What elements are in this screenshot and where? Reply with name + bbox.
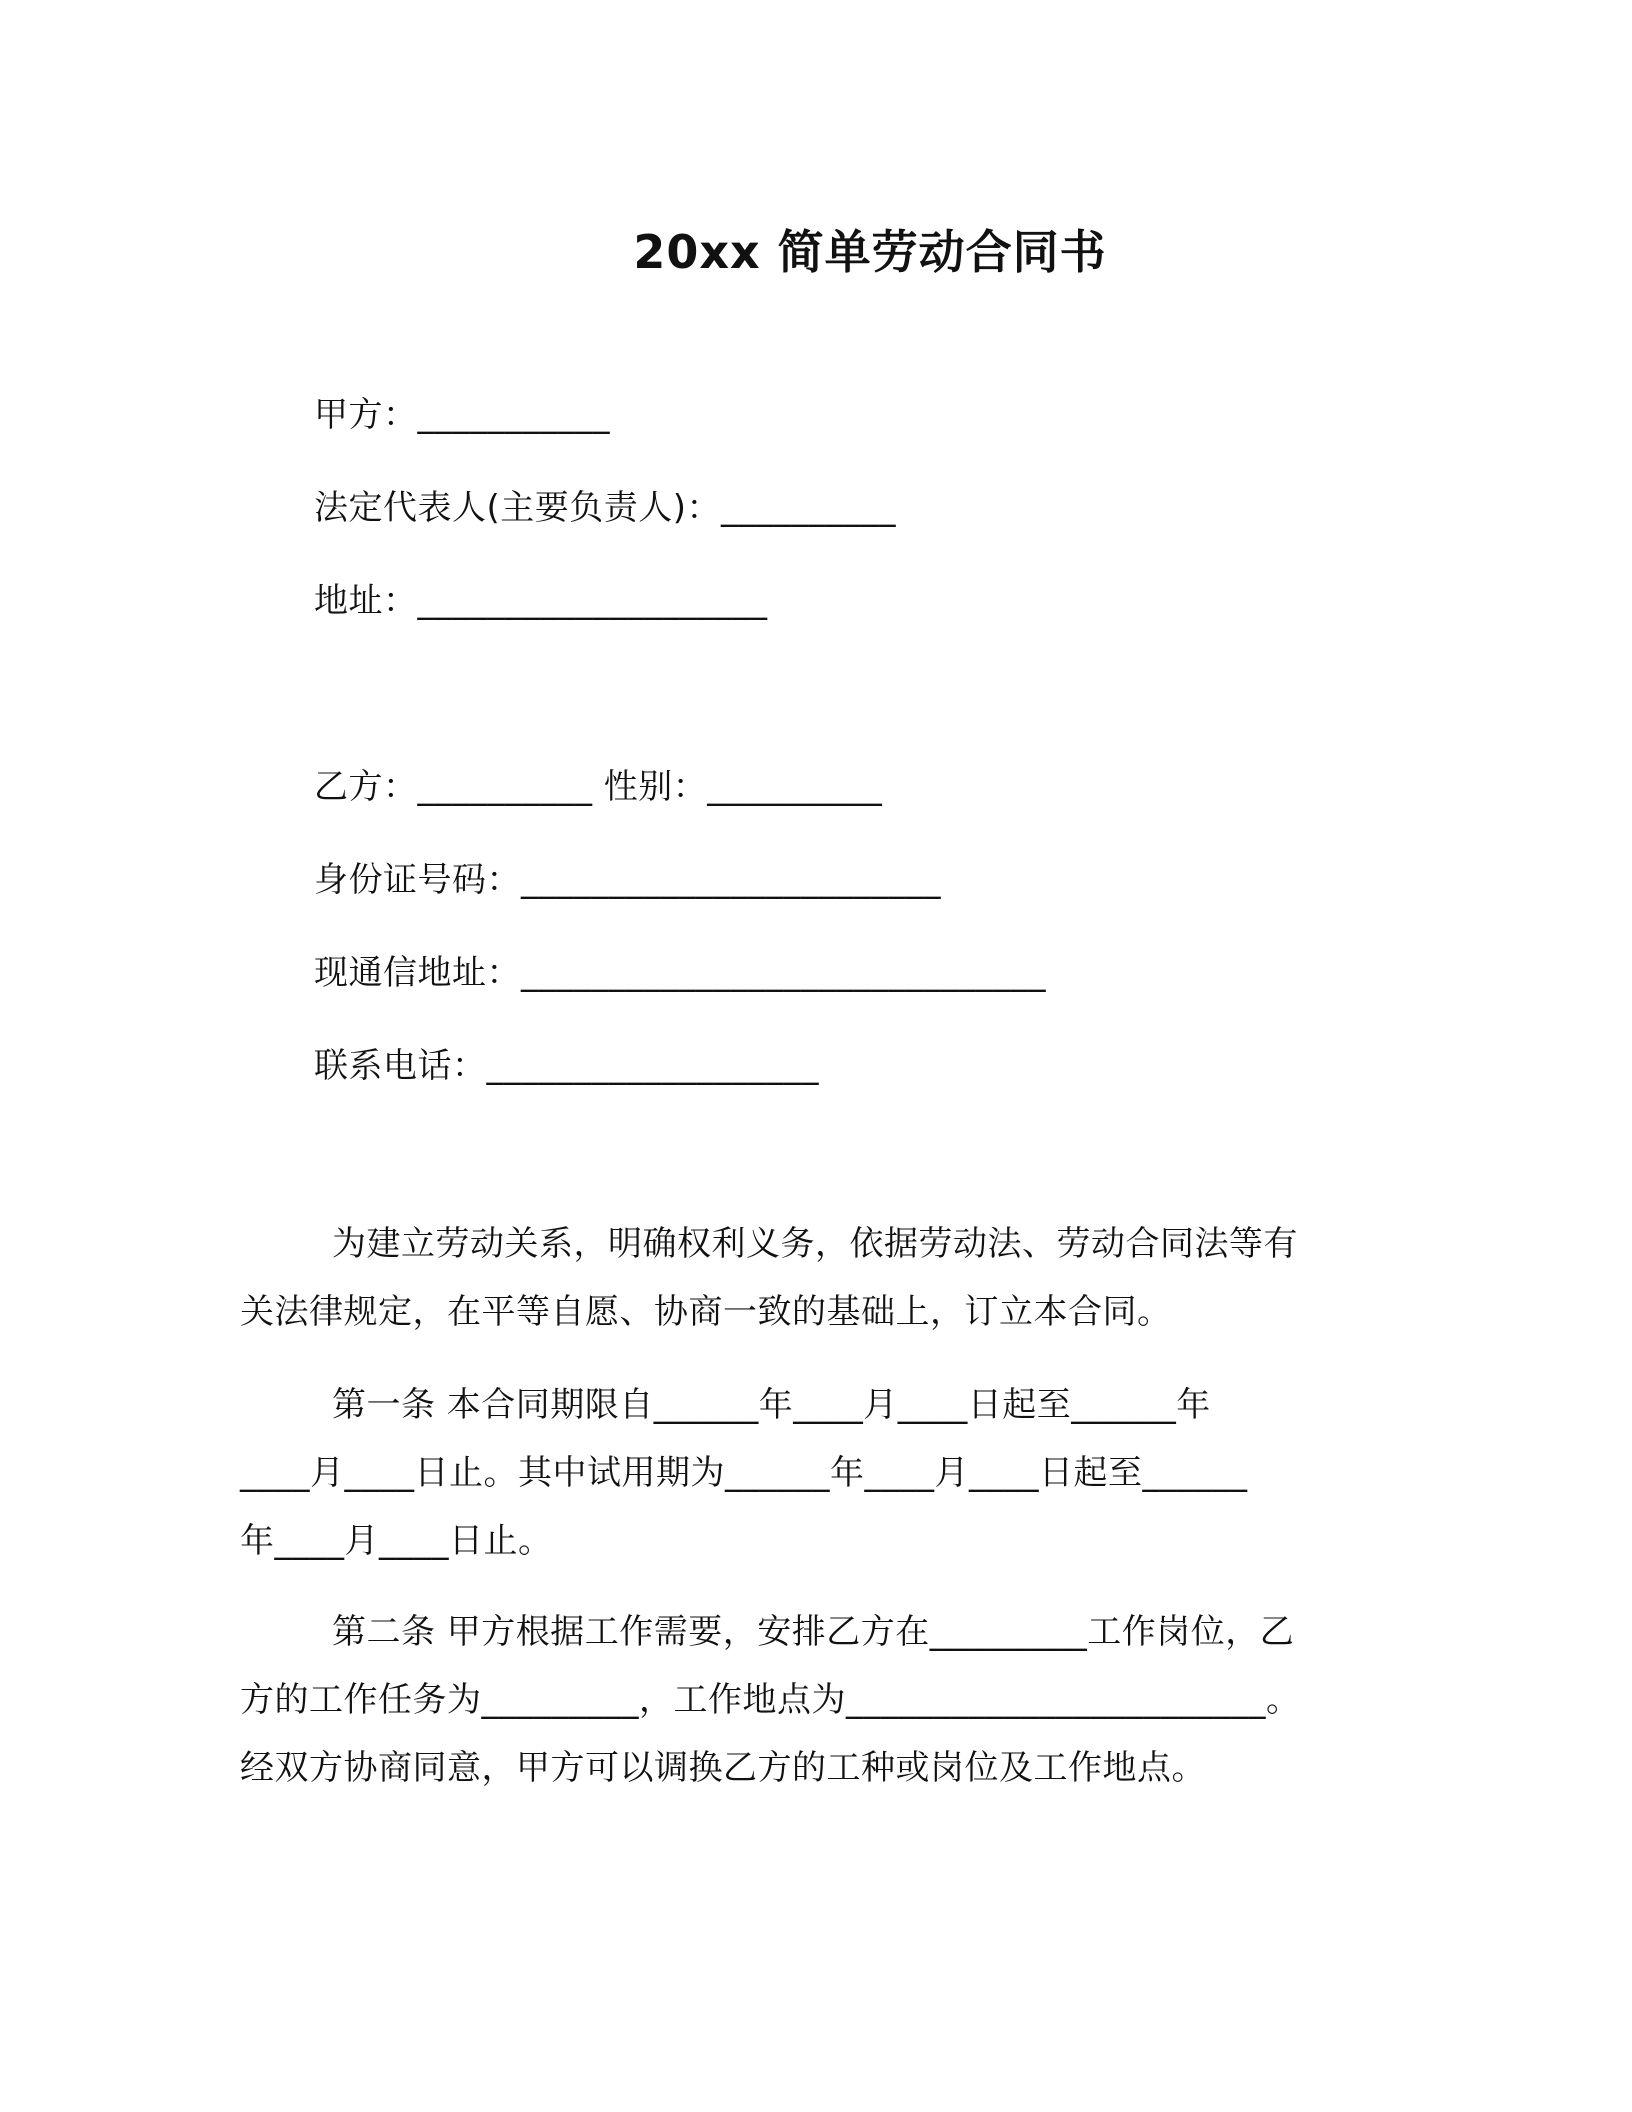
- article-1-line: ____月____日止。其中试用期为______年____月____日起至______: [240, 1453, 1248, 1493]
- article-2-line: 经双方协商同意，甲方可以调换乙方的工种或岗位及工作地点。: [240, 1748, 1206, 1788]
- party-b-id-number-field: 身份证号码：________________________: [314, 860, 941, 900]
- preamble-paragraph: [240, 1210, 1380, 1346]
- article-1-paragraph: [240, 1371, 1380, 1575]
- party-b-mailing-address-field: 现通信地址：______________________________: [314, 953, 1046, 993]
- article-1-line: 第一条 本合同期限自______年____月____日起至______年: [332, 1385, 1211, 1425]
- preamble-line: 关法律规定，在平等自愿、协商一致的基础上，订立本合同。: [240, 1292, 1172, 1332]
- party-a-representative-field: 法定代表人(主要负责人)：__________: [314, 488, 897, 528]
- document-title: 20xx 简单劳动合同书: [633, 225, 1107, 279]
- party-a-name-field: 甲方：___________: [314, 395, 610, 435]
- party-a-address-field: 地址：____________________: [314, 581, 768, 621]
- party-b-phone-field: 联系电话：___________________: [314, 1046, 819, 1086]
- article-1-line: 年____月____日止。: [240, 1521, 553, 1561]
- party-b-name-gender-field: 乙方：__________ 性别：__________: [314, 767, 883, 807]
- article-2-paragraph: [240, 1598, 1380, 1802]
- preamble-line: 为建立劳动关系，明确权利义务，依据劳动法、劳动合同法等有: [332, 1224, 1298, 1264]
- article-2-line: 第二条 甲方根据工作需要，安排乙方在_________工作岗位，乙: [332, 1612, 1295, 1652]
- article-2-line: 方的工作任务为_________，工作地点为________________________。: [240, 1680, 1301, 1720]
